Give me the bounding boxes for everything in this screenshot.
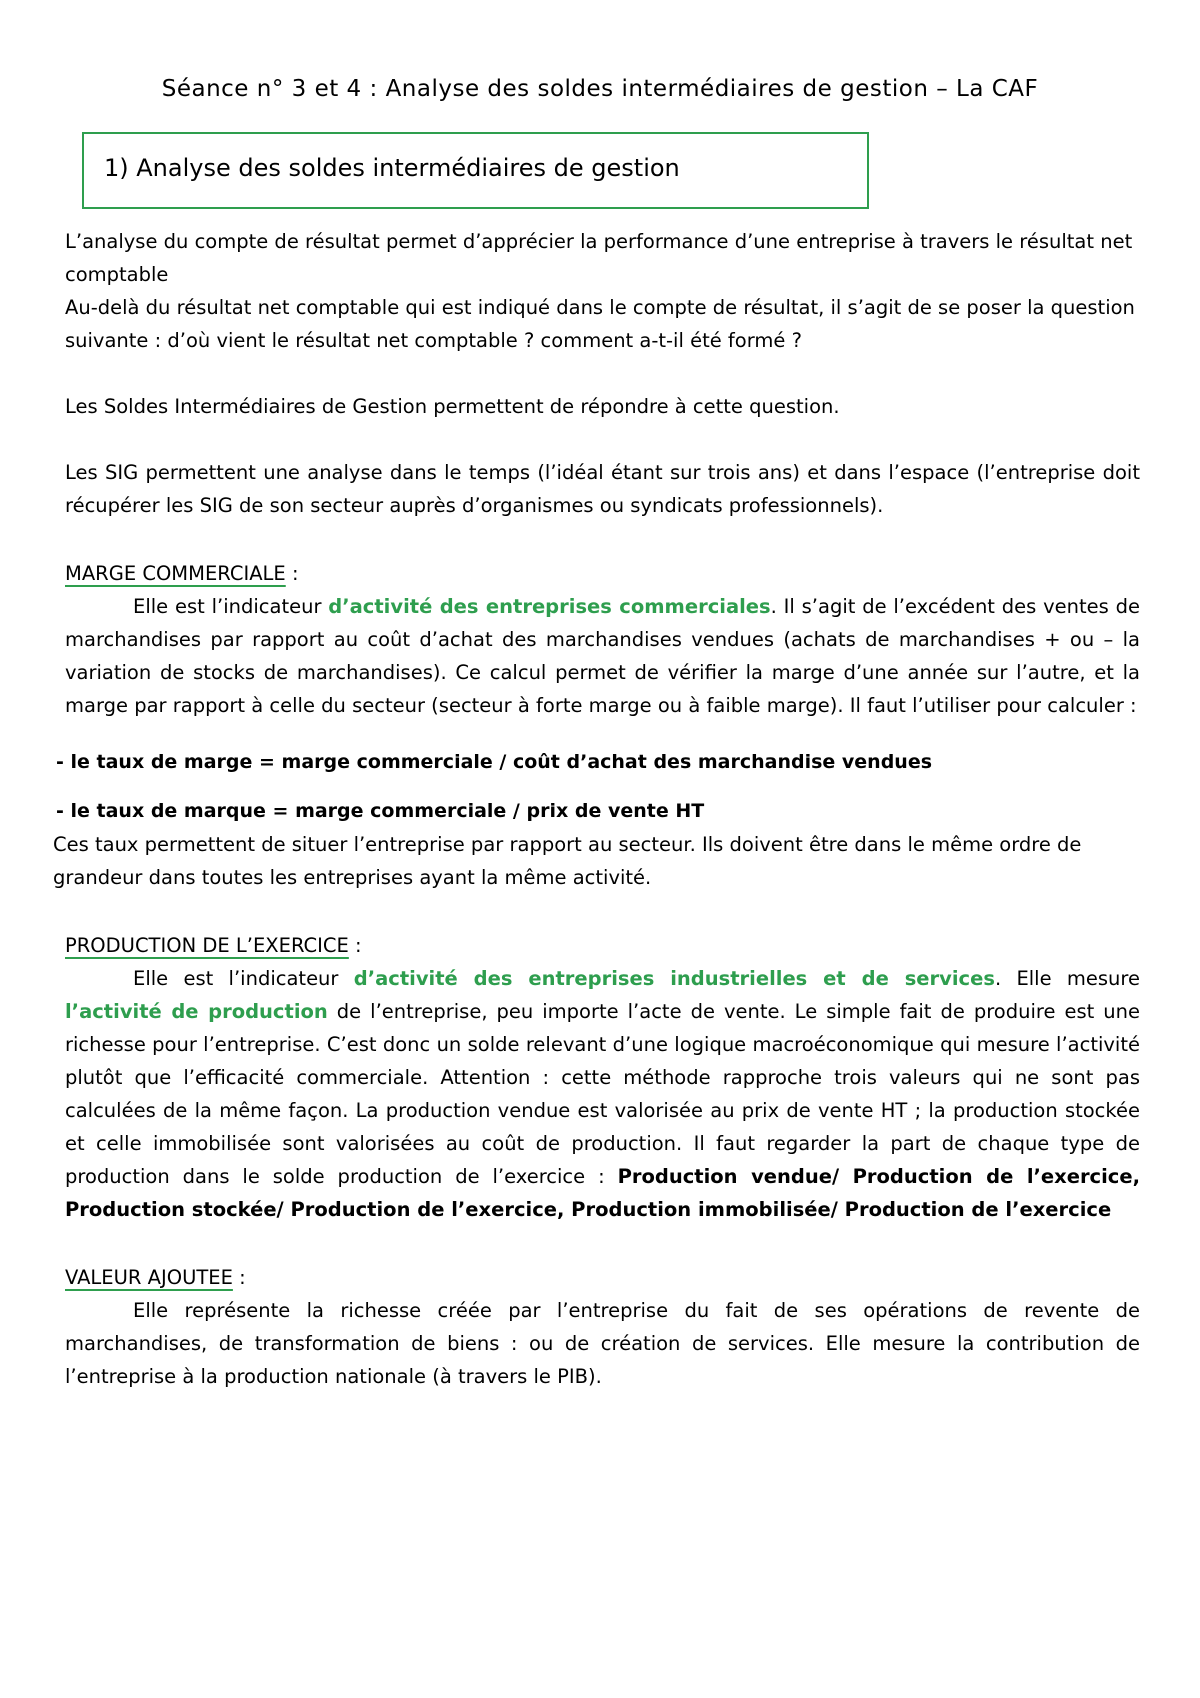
- valeur-paragraph: Elle représente la richesse créée par l’entreprise du fait de ses opérations de revente de marchandises, de transformation de biens : ou de création de services. Elle mesure la contribution de l’entreprise à la production nationale (à travers le PIB).: [65, 1299, 1140, 1388]
- valeur-heading: VALEUR AJOUTEE :: [65, 1266, 246, 1289]
- marge-highlight: d’activité des entreprises commerciales: [328, 595, 771, 618]
- production-heading-text: PRODUCTION DE L’EXERCICE: [65, 934, 349, 957]
- marge-conclusion: Ces taux permettent de situer l’entreprise par rapport au secteur. Ils doivent être dans le même ordre de grandeur dans toutes les entreprises ayant la même activité.: [53, 833, 1082, 889]
- marge-heading-text: MARGE COMMERCIALE: [65, 562, 286, 585]
- production-heading: PRODUCTION DE L’EXERCICE :: [65, 934, 362, 957]
- valeur-heading-text: VALEUR AJOUTEE: [65, 1266, 233, 1289]
- section-heading-box: [82, 132, 869, 209]
- marge-paragraph: Elle est l’indicateur d’activité des entreprises commerciales. Il s’agit de l’excédent des ventes de marchandises par rapport au coût d’achat des marchandises vendues (achats de marchandises + ou – la variation de stocks de marchandises). Ce calcul permet de vérifier la marge d’une année sur l’autre, et la marge par rapport à celle du secteur (secteur à forte marge ou à faible marge). Il faut l’utiliser pour calculer :: [65, 595, 1140, 717]
- intro-paragraph-2: Au-delà du résultat net comptable qui est indiqué dans le compte de résultat, il s’agit de se poser la question suivante : d’où vient le résultat net comptable ? comment a-t-il été formé ?: [65, 296, 1135, 352]
- intro-paragraph-1: L’analyse du compte de résultat permet d’apprécier la performance d’une entreprise à travers le résultat net comptable: [65, 230, 1133, 286]
- intro-paragraph-3: Les Soldes Intermédiaires de Gestion permettent de répondre à cette question.: [65, 395, 840, 418]
- marge-heading: MARGE COMMERCIALE :: [65, 562, 299, 585]
- formula-taux-de-marque: - le taux de marque = marge commerciale / prix de vente HT: [56, 800, 705, 822]
- formula-taux-de-marge: - le taux de marge = marge commerciale / coût d’achat des marchandise vendues: [56, 751, 933, 773]
- production-ratios: Production vendue/ Production de l’exercice, Production stockée/ Production de l’exercice, Production immobilisée/ Production de l’exercice: [65, 1165, 1140, 1221]
- intro-paragraph-4: Les SIG permettent une analyse dans le temps (l’idéal étant sur trois ans) et dans l’espace (l’entreprise doit récupérer les SIG de son secteur auprès d’organismes ou syndicats professionnels).: [65, 461, 1140, 517]
- section-heading: 1) Analyse des soldes intermédiaires de gestion: [104, 154, 680, 182]
- production-highlight-2: l’activité de production: [65, 1000, 328, 1023]
- document-body: [53, 225, 1140, 1393]
- production-paragraph: Elle est l’indicateur d’activité des entreprises industrielles et de services. Elle mesure l’activité de production de l’entreprise, peu importe l’acte de vente. Le simple fait de produire est une richesse pour l’entreprise. C’est donc un solde relevant d’une logique macroéconomique qui mesure l’activité plutôt que l’efficacité commerciale. Attention : cette méthode rapproche trois valeurs qui ne sont pas calculées de la même façon. La production vendue est valorisée au prix de vente HT ; la production stockée et celle immobilisée sont valorisées au coût de production. Il faut regarder la part de chaque type de production dans le solde production de l’exercice : Production vendue/ Production de l’exercice, Production stockée/ Production de l’exercice, Production immobilisée/ Production de l’exercice: [65, 967, 1140, 1221]
- production-highlight-1: d’activité des entreprises industrielles et de services: [353, 967, 995, 990]
- document-title: Séance n° 3 et 4 : Analyse des soldes intermédiaires de gestion – La CAF: [161, 76, 1039, 102]
